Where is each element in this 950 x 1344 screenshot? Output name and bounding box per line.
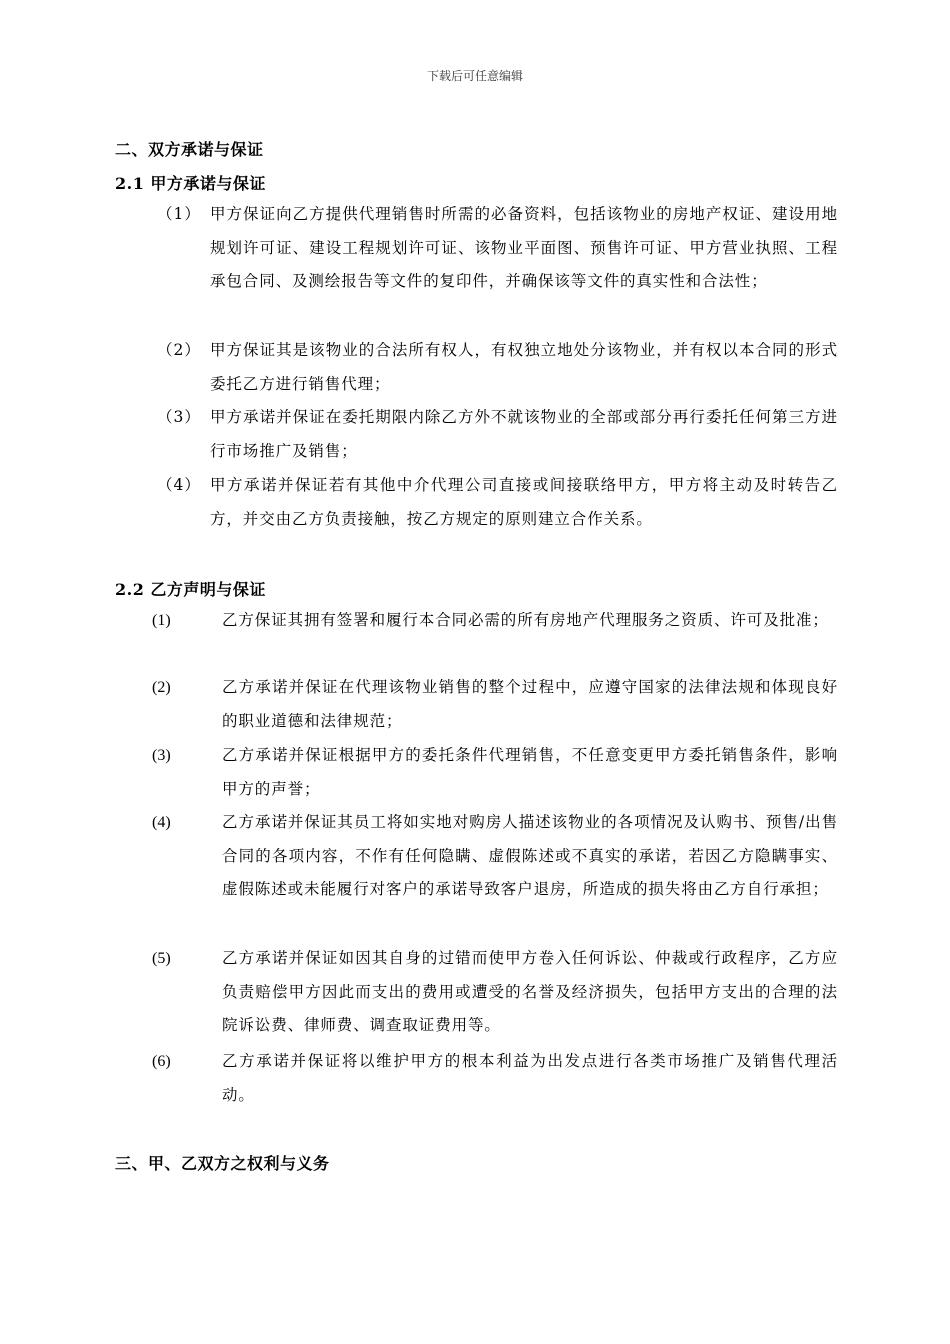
- item-text: 乙方承诺并保证将以维护甲方的根本利益为出发点进行各类市场推广及销售代理活动。: [222, 1052, 838, 1104]
- section-heading: 三、甲、乙双方之权利与义务: [115, 1154, 330, 1173]
- item-number: （1）: [157, 205, 201, 223]
- section-heading: 二、双方承诺与保证: [115, 140, 264, 159]
- item-number: (2): [152, 679, 171, 696]
- item-text: 甲方承诺并保证若有其他中介代理公司直接或间接联络甲方，甲方将主动及时转告乙方，并交由乙方负责接触，按乙方规定的原则建立合作关系。: [210, 476, 838, 528]
- item-text: 乙方保证其拥有签署和履行本合同必需的所有房地产代理服务之资质、许可及批准；: [222, 611, 829, 629]
- item-number: (3): [152, 747, 171, 764]
- item-text: 乙方承诺并保证根据甲方的委托条件代理销售，不任意变更甲方委托销售条件，影响甲方的声誉；: [222, 746, 838, 798]
- item-text: 甲方承诺并保证在委托期限内除乙方外不就该物业的全部或部分再行委托任何第三方进行市场推广及销售；: [210, 408, 838, 460]
- item-number: （3）: [157, 408, 201, 426]
- item-text: 乙方承诺并保证在代理该物业销售的整个过程中，应遵守国家的法律法规和体现良好的职业道德和法律规范；: [222, 678, 838, 730]
- item-text: 乙方承诺并保证如因其自身的过错而使甲方卷入任何诉讼、仲裁或行政程序，乙方应负责赔偿甲方因此而支出的费用或遭受的名誉及经济损失，包括甲方支出的合理的法院诉讼费、律师费、调查取证费用等。: [222, 949, 838, 1034]
- item-text: 乙方承诺并保证其员工将如实地对购房人描述该物业的各项情况及认购书、预售/出售合同的各项内容，不作有任何隐瞒、虚假陈述或不真实的承诺，若因乙方隐瞒事实、虚假陈述或未能履行对客户的承诺导致客户退房，所造成的损失将由乙方自行承担；: [222, 813, 838, 898]
- item-number: (4): [152, 814, 171, 831]
- item-number: (1): [152, 612, 171, 629]
- subsection-heading: 2.2 乙方声明与保证: [115, 580, 266, 599]
- page-header: 下载后可任意编辑: [426, 69, 523, 83]
- item-number: （4）: [157, 476, 201, 494]
- item-number: （2）: [157, 341, 201, 359]
- item-number: (6): [152, 1053, 171, 1070]
- item-text: 甲方保证其是该物业的合法所有权人，有权独立地处分该物业，并有权以本合同的形式委托乙方进行销售代理；: [210, 341, 838, 393]
- item-text: 甲方保证向乙方提供代理销售时所需的必备资料，包括该物业的房地产权证、建设用地规划许可证、建设工程规划许可证、该物业平面图、预售许可证、甲方营业执照、工程承包合同、及测绘报告等文件的复印件，并确保该等文件的真实性和合法性；: [210, 205, 838, 290]
- item-number: (5): [152, 950, 171, 967]
- subsection-heading: 2.1 甲方承诺与保证: [115, 174, 266, 193]
